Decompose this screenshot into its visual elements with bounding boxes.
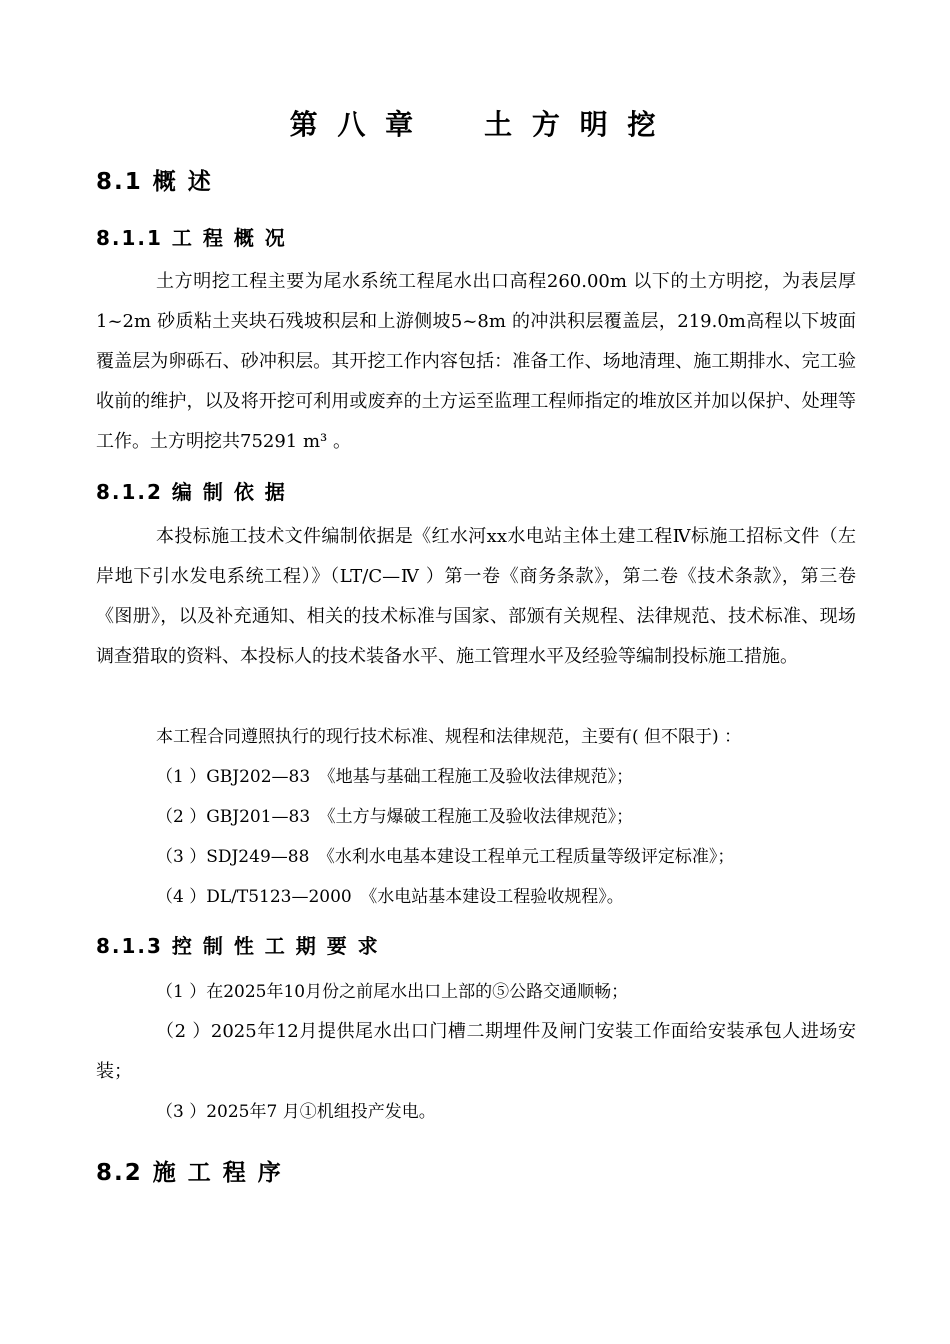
paragraph-project-overview: 土方明挖工程主要为尾水系统工程尾水出口高程260.00m 以下的土方明挖，为表层厚1~2m 砂质粘土夹块石残坡积层和上游侧坡5~8m 的冲洪积层覆盖层，219.0m高程以下坡面覆盖层为卵砾石、砂冲积层。其开挖工作内容包括：准备工作、场地清理、施工期排水、完工验收前的维护，以及将开挖可利用或废弃的土方运至监理工程师指定的堆放区并加以保护、处理等工作。土方明挖共75291 m³ 。 bbox=[96, 271, 856, 452]
paragraph-basis: 本投标施工技术文件编制依据是《红水河xx水电站主体土建工程Ⅳ标施工招标文件（左岸地下引水发电系统工程）》（LT/C—Ⅳ ）第一卷《商务条款》，第二卷《技术条款》，第三卷《图册》，以及补充通知、相关的技术标准与国家、部颁有关规程、法律规范、技术标准、现场调查猎取的资料、本投标人的技术装备水平、施工管理水平及经验等编制投标施工措施。 bbox=[96, 526, 856, 667]
standard-item: （1 ）GBJ202—83 《地基与基础工程施工及验收法律规范》； bbox=[156, 767, 634, 787]
section-heading-8-1-1: 8.1.1 工 程 概 况 bbox=[96, 226, 287, 250]
section-heading-8-1-3: 8.1.3 控 制 性 工 期 要 求 bbox=[96, 934, 380, 958]
section-heading-8-1: 8.1 概 述 bbox=[96, 169, 213, 195]
schedule-item: （2 ）2025年12月提供尾水出口门槽二期埋件及闸门安装工作面给安装承包人进场安装； bbox=[96, 1021, 856, 1082]
standard-item: （4 ）DL/T5123—2000 《水电站基本建设工程验收规程》。 bbox=[156, 887, 624, 907]
schedule-item: （3 ）2025年7 月①机组投产发电。 bbox=[156, 1102, 436, 1122]
schedule-item: （1 ）在2025年10月份之前尾水出口上部的⑤公路交通顺畅； bbox=[156, 982, 629, 1002]
standard-item: （3 ）SDJ249—88 《水利水电基本建设工程单元工程质量等级评定标准》； bbox=[156, 847, 735, 867]
standards-intro: 本工程合同遵照执行的现行技术标准、规程和法律规范，主要有( 但不限于) ： bbox=[156, 727, 742, 747]
section-heading-8-2: 8.2 施 工 程 序 bbox=[96, 1160, 283, 1186]
chapter-title: 第 八 章 土 方 明 挖 bbox=[289, 108, 661, 141]
standard-item: （2 ）GBJ201—83 《土方与爆破工程施工及验收法律规范》； bbox=[156, 807, 634, 827]
section-heading-8-1-2: 8.1.2 编 制 依 据 bbox=[96, 480, 287, 504]
